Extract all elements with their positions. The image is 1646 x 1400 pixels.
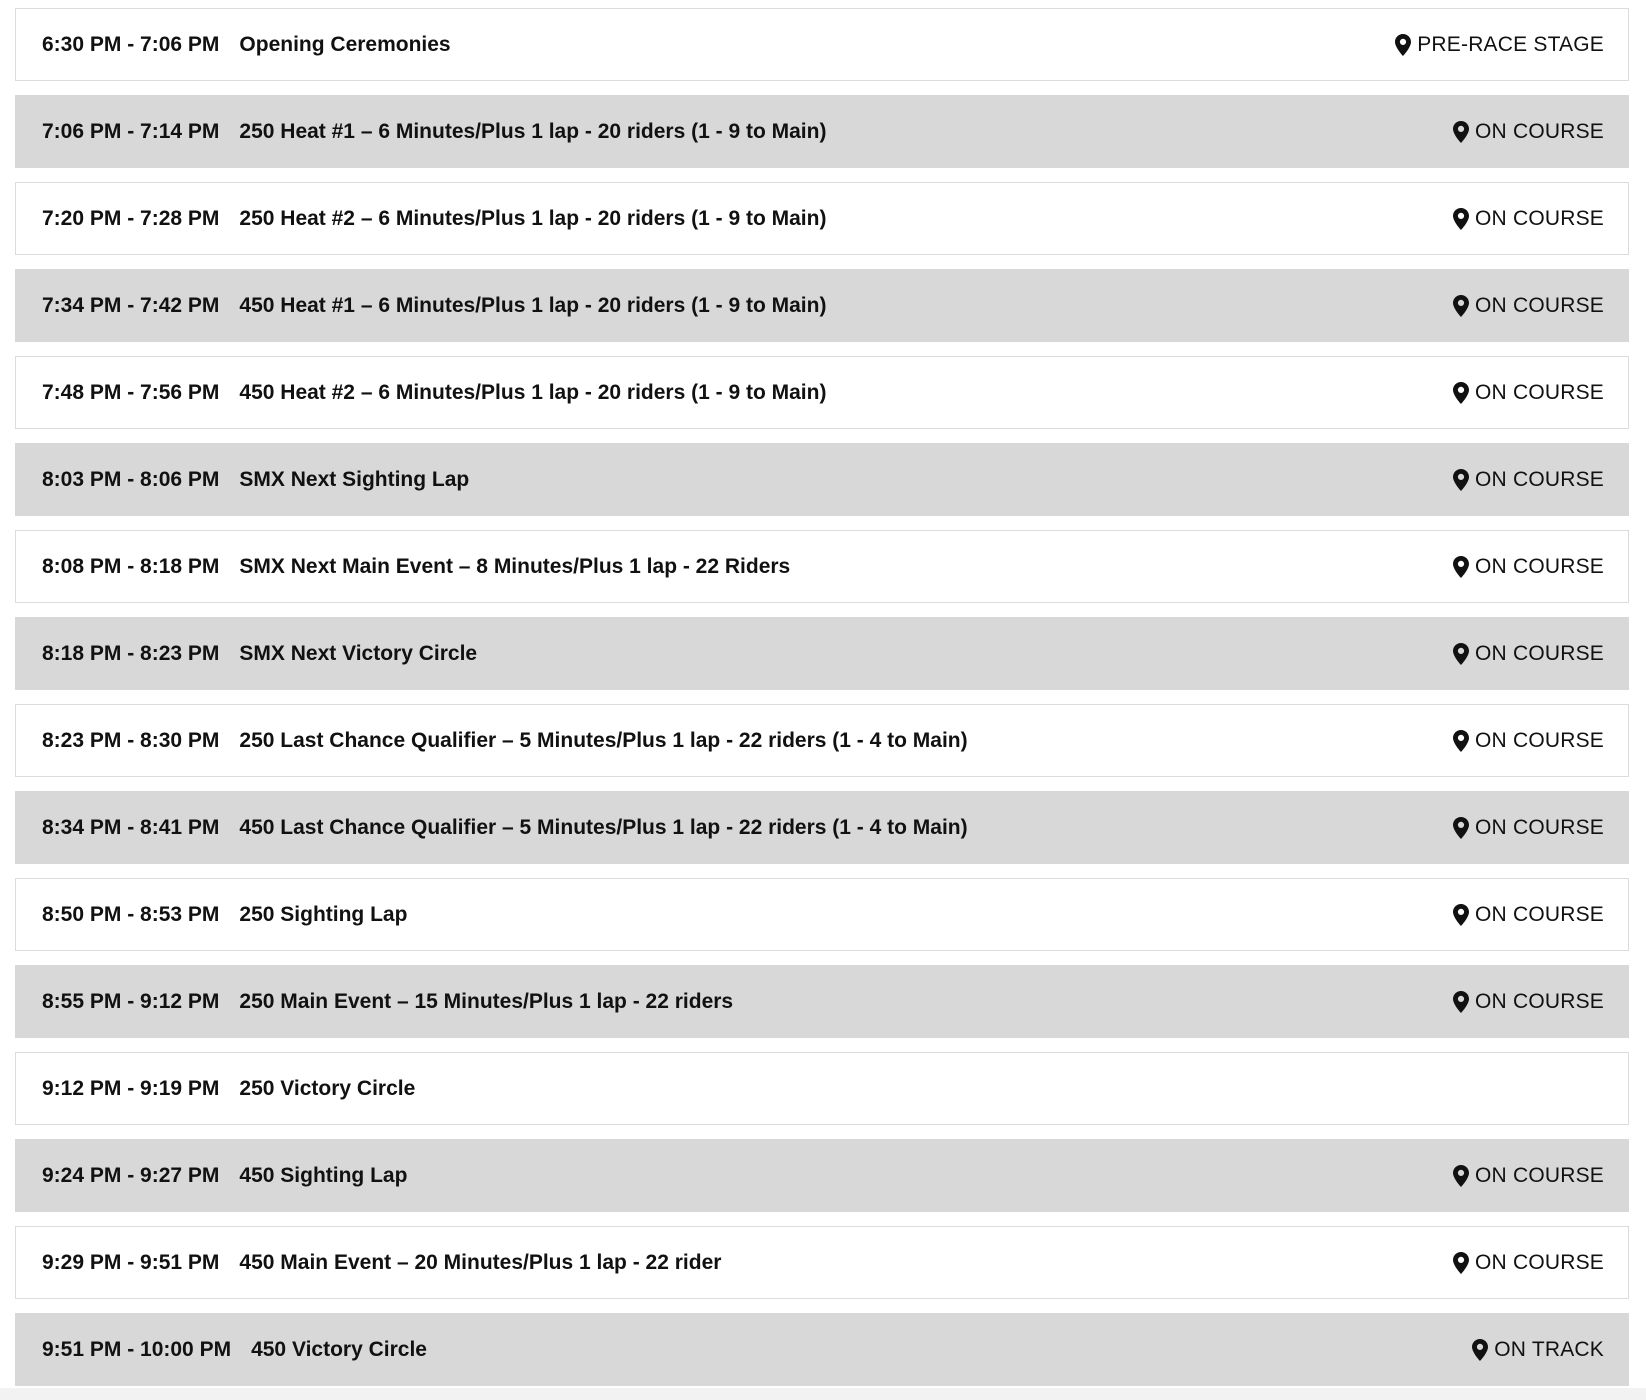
schedule-row bbox=[15, 1052, 1629, 1125]
event-title: 450 Victory Circle bbox=[251, 1337, 427, 1361]
event-location-label: ON COURSE bbox=[1475, 902, 1604, 926]
schedule-row bbox=[15, 965, 1629, 1038]
event-title: 450 Heat #2 – 6 Minutes/Plus 1 lap - 20 riders (1 - 9 to Main) bbox=[239, 380, 827, 404]
map-pin-icon bbox=[1453, 295, 1469, 317]
map-pin-icon bbox=[1453, 991, 1469, 1013]
map-pin-icon bbox=[1453, 121, 1469, 143]
page-bottom-edge bbox=[0, 1388, 1646, 1400]
event-location bbox=[1453, 1164, 1604, 1188]
event-time: 6:30 PM - 7:06 PM bbox=[42, 32, 220, 56]
event-time: 8:34 PM - 8:41 PM bbox=[42, 815, 220, 839]
map-pin-icon bbox=[1453, 382, 1469, 404]
schedule-row bbox=[15, 1313, 1629, 1386]
event-title: 250 Heat #2 – 6 Minutes/Plus 1 lap - 20 riders (1 - 9 to Main) bbox=[239, 206, 827, 230]
event-location-label: ON COURSE bbox=[1475, 641, 1604, 665]
schedule-row bbox=[15, 8, 1629, 81]
schedule-row bbox=[15, 182, 1629, 255]
event-location-label: ON COURSE bbox=[1475, 206, 1604, 230]
event-time: 8:55 PM - 9:12 PM bbox=[42, 989, 220, 1013]
event-time: 7:20 PM - 7:28 PM bbox=[42, 206, 220, 230]
map-pin-icon bbox=[1453, 469, 1469, 491]
map-pin-icon bbox=[1453, 1252, 1469, 1274]
event-location bbox=[1453, 555, 1604, 579]
event-title: SMX Next Sighting Lap bbox=[239, 467, 470, 491]
event-location-label: PRE-RACE STAGE bbox=[1417, 32, 1604, 56]
map-pin-icon bbox=[1453, 817, 1469, 839]
event-title: 250 Last Chance Qualifier – 5 Minutes/Plus 1 lap - 22 riders (1 - 4 to Main) bbox=[239, 728, 968, 752]
event-location-label: ON COURSE bbox=[1475, 293, 1604, 317]
event-time: 7:06 PM - 7:14 PM bbox=[42, 119, 220, 143]
event-location bbox=[1453, 294, 1604, 318]
event-time: 8:50 PM - 8:53 PM bbox=[42, 902, 220, 926]
schedule-row bbox=[15, 1226, 1629, 1299]
event-time: 8:08 PM - 8:18 PM bbox=[42, 554, 220, 578]
map-pin-icon bbox=[1472, 1339, 1488, 1361]
schedule-row bbox=[15, 878, 1629, 951]
schedule-row bbox=[15, 791, 1629, 864]
map-pin-icon bbox=[1395, 34, 1411, 56]
map-pin-icon bbox=[1453, 1165, 1469, 1187]
schedule-row bbox=[15, 95, 1629, 168]
event-time: 8:23 PM - 8:30 PM bbox=[42, 728, 220, 752]
event-title: 250 Main Event – 15 Minutes/Plus 1 lap - 22 riders bbox=[239, 989, 734, 1013]
event-location bbox=[1453, 120, 1604, 144]
event-location-label: ON COURSE bbox=[1475, 1250, 1604, 1274]
event-location-label: ON COURSE bbox=[1475, 728, 1604, 752]
event-location-label: ON COURSE bbox=[1475, 1163, 1604, 1187]
schedule-row bbox=[15, 356, 1629, 429]
event-location bbox=[1453, 903, 1604, 927]
schedule-row bbox=[15, 704, 1629, 777]
event-location bbox=[1453, 990, 1604, 1014]
event-location bbox=[1453, 381, 1604, 405]
event-time: 7:48 PM - 7:56 PM bbox=[42, 380, 220, 404]
event-location bbox=[1453, 207, 1604, 231]
event-location bbox=[1395, 33, 1604, 57]
event-time: 8:03 PM - 8:06 PM bbox=[42, 467, 220, 491]
event-location bbox=[1472, 1338, 1604, 1362]
event-location-label: ON COURSE bbox=[1475, 467, 1604, 491]
event-location bbox=[1453, 642, 1604, 666]
event-location bbox=[1453, 1251, 1604, 1275]
event-time: 7:34 PM - 7:42 PM bbox=[42, 293, 220, 317]
event-location-label: ON COURSE bbox=[1475, 989, 1604, 1013]
schedule-list bbox=[15, 8, 1629, 1400]
event-location bbox=[1453, 816, 1604, 840]
event-title: 250 Victory Circle bbox=[239, 1076, 416, 1100]
map-pin-icon bbox=[1453, 904, 1469, 926]
event-title: 450 Main Event – 20 Minutes/Plus 1 lap - 22 rider bbox=[239, 1250, 722, 1274]
event-title: 250 Sighting Lap bbox=[239, 902, 408, 926]
event-time: 9:24 PM - 9:27 PM bbox=[42, 1163, 220, 1187]
schedule-row bbox=[15, 443, 1629, 516]
event-time: 9:12 PM - 9:19 PM bbox=[42, 1076, 220, 1100]
event-title: 450 Last Chance Qualifier – 5 Minutes/Plus 1 lap - 22 riders (1 - 4 to Main) bbox=[239, 815, 968, 839]
event-location-label: ON COURSE bbox=[1475, 815, 1604, 839]
event-location-label: ON TRACK bbox=[1494, 1337, 1604, 1361]
event-title: SMX Next Main Event – 8 Minutes/Plus 1 lap - 22 Riders bbox=[239, 554, 791, 578]
schedule-row bbox=[15, 530, 1629, 603]
map-pin-icon bbox=[1453, 643, 1469, 665]
event-time: 9:51 PM - 10:00 PM bbox=[42, 1337, 232, 1361]
event-title: 250 Heat #1 – 6 Minutes/Plus 1 lap - 20 riders (1 - 9 to Main) bbox=[239, 119, 827, 143]
event-title: Opening Ceremonies bbox=[239, 32, 451, 56]
event-title: 450 Sighting Lap bbox=[239, 1163, 408, 1187]
schedule-row bbox=[15, 617, 1629, 690]
map-pin-icon bbox=[1453, 730, 1469, 752]
event-time: 8:18 PM - 8:23 PM bbox=[42, 641, 220, 665]
event-location-label: ON COURSE bbox=[1475, 119, 1604, 143]
event-title: SMX Next Victory Circle bbox=[239, 641, 478, 665]
map-pin-icon bbox=[1453, 556, 1469, 578]
event-location bbox=[1453, 729, 1604, 753]
map-pin-icon bbox=[1453, 208, 1469, 230]
event-title: 450 Heat #1 – 6 Minutes/Plus 1 lap - 20 riders (1 - 9 to Main) bbox=[239, 293, 827, 317]
schedule-row bbox=[15, 1139, 1629, 1212]
event-location bbox=[1453, 468, 1604, 492]
event-location-label: ON COURSE bbox=[1475, 554, 1604, 578]
schedule-row bbox=[15, 269, 1629, 342]
event-location-label: ON COURSE bbox=[1475, 380, 1604, 404]
event-time: 9:29 PM - 9:51 PM bbox=[42, 1250, 220, 1274]
